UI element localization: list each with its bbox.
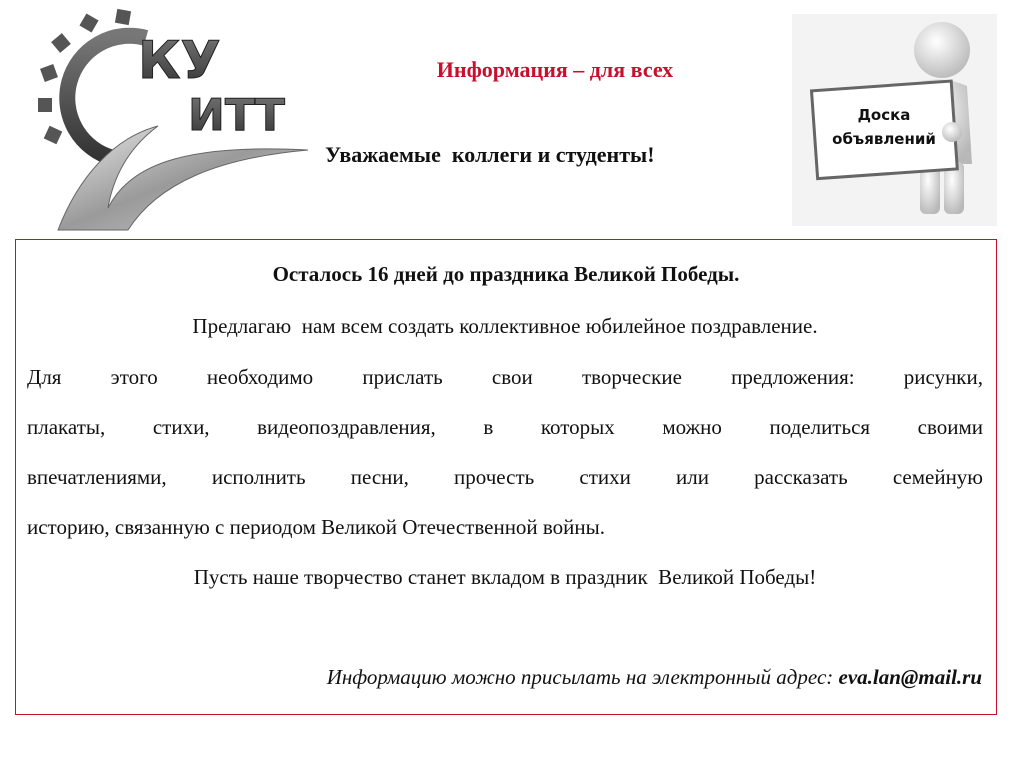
greeting-text: Уважаемые коллеги и студенты! <box>325 142 655 167</box>
notice-paragraph-2-line: историю, связанную с периодом Великой Отечественной войны. <box>27 515 606 539</box>
svg-text:КУ: КУ <box>138 31 221 91</box>
notice-box <box>15 239 997 715</box>
notice-paragraph-1: Предлагаю нам всем создать коллективное юбилейное поздравление. <box>192 314 818 338</box>
notice-headline: Осталось 16 дней до праздника Великой Победы. <box>272 262 740 286</box>
figure-holding-sign-icon <box>792 14 997 226</box>
contact-line <box>327 665 982 690</box>
notice-paragraph-2 <box>27 352 983 552</box>
board-sign-line-1: Доска <box>857 106 911 124</box>
notice-board-illustration <box>792 14 997 226</box>
contact-label: Информацию можно присылать на электронный адрес: <box>326 665 839 689</box>
notice-paragraph-2-line: плакаты, стихи, видеопоздравления, в которых можно поделиться своими <box>27 415 983 439</box>
contact-email-link[interactable]: eva.lan@mail.ru <box>838 665 982 689</box>
board-sign-line-2: объявлений <box>832 130 936 148</box>
notice-paragraph-2-line: Для этого необходимо прислать свои творческие предложения: рисунки, <box>27 365 983 389</box>
gear-logo-icon <box>18 8 318 236</box>
page-title: Информация – для всех <box>436 57 674 82</box>
logo <box>18 8 318 236</box>
notice-paragraph-2-line: впечатлениями, исполнить песни, прочесть стихи или рассказать семейную <box>27 465 983 489</box>
notice-paragraph-3: Пусть наше творчество станет вкладом в праздник Великой Победы! <box>193 565 817 589</box>
svg-text:ИТТ: ИТТ <box>188 90 285 141</box>
